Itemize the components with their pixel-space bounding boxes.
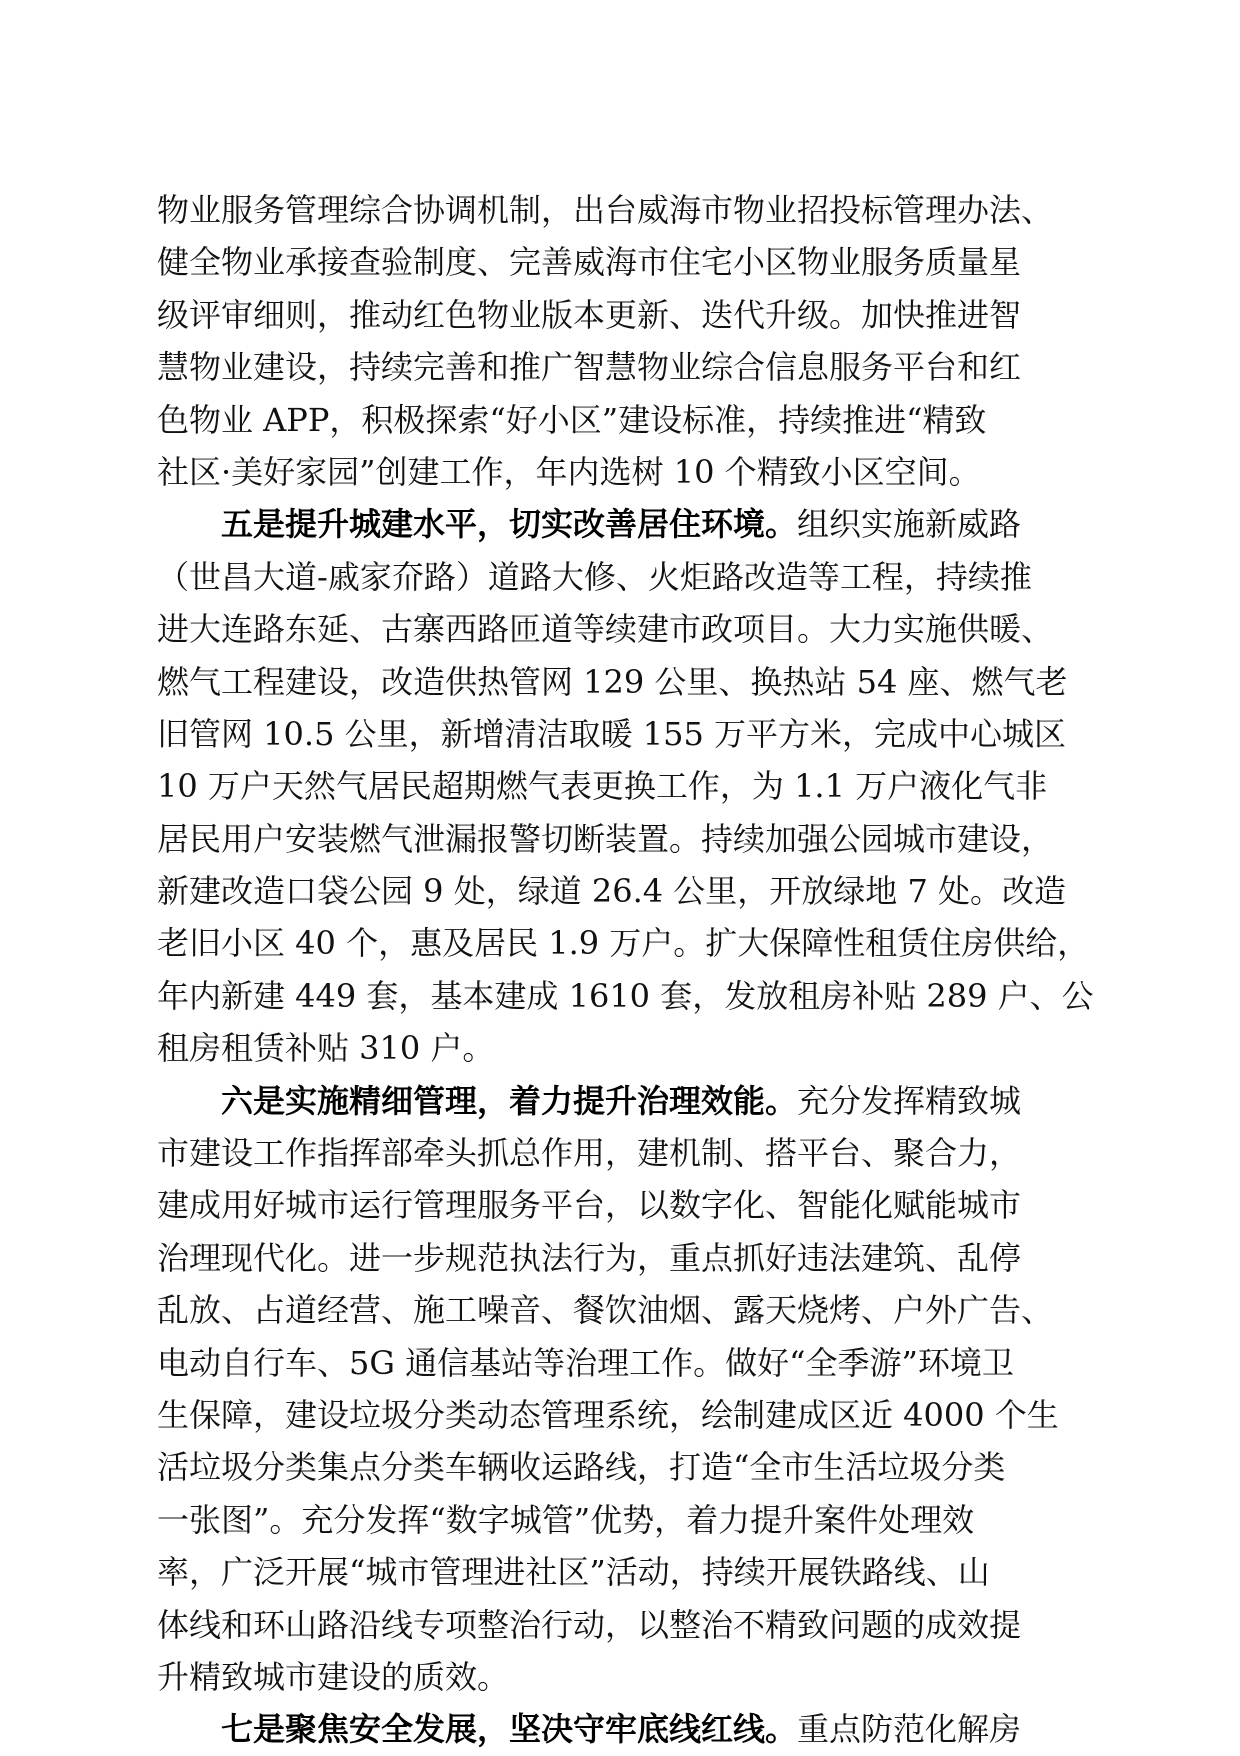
paragraph-heading: 七是聚焦安全发展，坚决守牢底线红线。 (221, 1710, 798, 1749)
text-line: 旧管网 10.5 公里，新增清洁取暖 155 万平方米，完成中心城区 (157, 714, 1067, 753)
text-line: 市建设工作指挥部牵头抓总作用，建机制、搭平台、聚合力， (157, 1134, 1022, 1173)
paragraph-start-line: 五是提升城建水平，切实改善居住环境。组织实施新威路 (221, 505, 1022, 544)
text-line: 体线和环山路沿线专项整治行动，以整治不精致问题的成效提 (157, 1605, 1022, 1644)
text-line: 色物业 APP，积极探索“好小区”建设标准，持续推进“精致 (157, 400, 987, 439)
text-line: 物业服务管理综合协调机制，出台威海市物业招投标管理办法、 (157, 191, 1054, 229)
text-line: 活垃圾分类集点分类车辆收运路线，打造“全市生活垃圾分类 (157, 1448, 1006, 1487)
text-line: 居民用户安装燃气泄漏报警切断装置。持续加强公园城市建设， (157, 819, 1054, 858)
paragraph-heading: 六是实施精细管理，着力提升治理效能。 (221, 1081, 798, 1120)
text-line: 进大连路东延、古寨西路匝道等续建市政项目。大力实施供暖、 (157, 610, 1054, 649)
text-line: 升精致城市建设的质效。 (157, 1657, 510, 1696)
paragraph-start-line: 七是聚焦安全发展，坚决守牢底线红线。重点防范化解房 (221, 1710, 1022, 1749)
text-line: 级评审细则，推动红色物业版本更新、迭代升级。加快推进智 (157, 295, 1022, 334)
text-line: 租房租赁补贴 310 户。 (157, 1029, 495, 1068)
text-line: 治理现代化。进一步规范执法行为，重点抓好违法建筑、乱停 (157, 1238, 1022, 1277)
paragraph-heading: 五是提升城建水平，切实改善居住环境。 (221, 505, 798, 544)
text-line: 新建改造口袋公园 9 处，绿道 26.4 公里，开放绿地 7 处。改造 (157, 872, 1067, 911)
text-line: 电动自行车、5G 通信基站等治理工作。做好“全季游”环境卫 (157, 1343, 1014, 1382)
text-line: 建成用好城市运行管理服务平台，以数字化、智能化赋能城市 (157, 1186, 1022, 1225)
text-line: （世昌大道-戚家夼路）道路大修、火炬路改造等工程，持续推 (157, 557, 1032, 596)
paragraph-start-line: 六是实施精细管理，着力提升治理效能。充分发挥精致城 (221, 1081, 1022, 1120)
text-line: 10 万户天然气居民超期燃气表更换工作，为 1.1 万户液化气非 (157, 767, 1048, 806)
text-line: 一张图”。充分发挥“数字城管”优势，着力提升案件处理效 (157, 1500, 975, 1539)
text-line: 慧物业建设，持续完善和推广智慧物业综合信息服务平台和红 (157, 348, 1022, 387)
text-line: 社区·美好家园”创建工作，年内选树 10 个精致小区空间。 (157, 452, 981, 491)
text-line: 燃气工程建设，改造供热管网 129 公里、换热站 54 座、燃气老 (157, 662, 1068, 701)
text-line: 率，广泛开展“城市管理进社区”活动，持续开展铁路线、山 (157, 1553, 990, 1592)
body-text (157, 184, 1094, 1756)
text-line: 年内新建 449 套，基本建成 1610 套，发放租房补贴 289 户、公 (157, 976, 1094, 1015)
text-line: 乱放、占道经营、施工噪音、餐饮油烟、露天烧烤、户外广告、 (157, 1291, 1054, 1330)
text-line: 生保障，建设垃圾分类动态管理系统，绘制建成区近 4000 个生 (157, 1395, 1059, 1434)
text-line: 老旧小区 40 个，惠及居民 1.9 万户。扩大保障性租赁住房供给， (157, 924, 1090, 963)
text-line: 健全物业承接查验制度、完善威海市住宅小区物业服务质量星 (157, 243, 1022, 282)
